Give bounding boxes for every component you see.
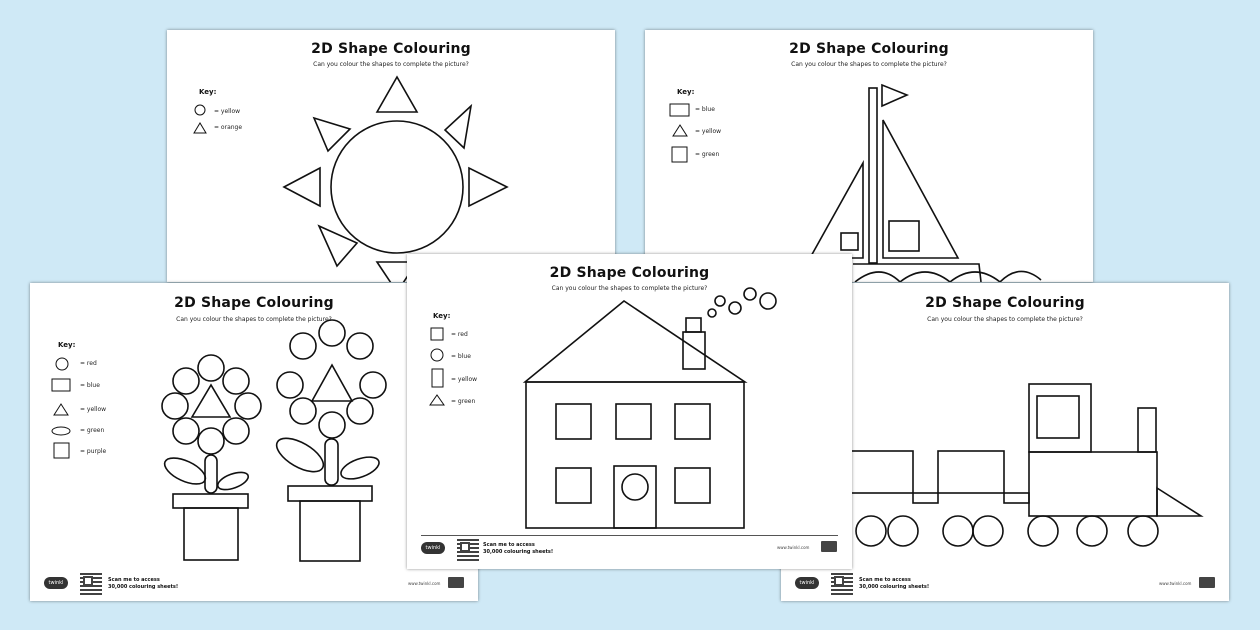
sheet-footer xyxy=(30,569,478,601)
scan-text-2: 30,000 colouring sheets! xyxy=(108,584,179,590)
train-connector xyxy=(1004,493,1029,503)
qr-code-icon xyxy=(457,539,479,561)
train-front xyxy=(1157,488,1201,516)
house-door-window xyxy=(622,474,648,500)
worksheet-boat xyxy=(645,30,1093,282)
key-label: = red xyxy=(80,360,97,367)
sun-ray xyxy=(377,77,417,112)
boat-window-large xyxy=(889,221,919,251)
worksheet-house xyxy=(407,254,852,569)
sheet-subtitle: Can you colour the shapes to complete the picture? xyxy=(176,316,332,323)
twinkl-logo: twinkl xyxy=(795,577,819,589)
scan-text-2: 30,000 colouring sheets! xyxy=(859,584,930,590)
boat-waves xyxy=(855,271,1041,282)
key-label: = red xyxy=(451,331,468,338)
key-label: = yellow xyxy=(695,128,722,135)
boat-flag xyxy=(882,85,907,106)
train-carriage xyxy=(851,451,913,493)
twinkl-logo: twinkl xyxy=(421,542,445,554)
twinkl-logo: twinkl xyxy=(44,577,68,589)
key-label: = yellow xyxy=(214,108,241,115)
boat-mast xyxy=(869,88,877,263)
key-heading: Key: xyxy=(433,312,451,320)
house-window xyxy=(675,468,710,503)
train-engine-body xyxy=(1029,452,1157,516)
boat-window-small xyxy=(841,233,858,250)
sun-ray xyxy=(319,226,357,266)
train-carriage xyxy=(938,451,1004,493)
sheet-title: 2D Shape Colouring xyxy=(789,41,949,57)
key-label: = blue xyxy=(80,382,100,389)
sheet-subtitle: Can you colour the shapes to complete the picture? xyxy=(791,61,947,68)
site-url: www.twinkl.com xyxy=(777,545,810,550)
badge-icon xyxy=(1199,577,1215,588)
sheet-title: 2D Shape Colouring xyxy=(549,265,710,281)
key-label: = blue xyxy=(695,106,715,113)
sun-ray xyxy=(469,168,507,206)
sheet-title: 2D Shape Colouring xyxy=(174,295,334,311)
house-window xyxy=(675,404,710,439)
sheet-subtitle: Can you colour the shapes to complete the picture? xyxy=(313,61,469,68)
boat-big-sail xyxy=(883,120,958,258)
site-url: www.twinkl.com xyxy=(1159,581,1192,586)
sheet-title: 2D Shape Colouring xyxy=(925,295,1085,311)
train-chimney xyxy=(1138,408,1156,452)
sheet-subtitle: Can you colour the shapes to complete the picture? xyxy=(927,316,1083,323)
scan-text-1: Scan me to access xyxy=(108,577,160,583)
house-window xyxy=(556,404,591,439)
key-label: = green xyxy=(80,427,105,434)
badge-icon xyxy=(448,577,464,588)
boat-picture xyxy=(645,30,1093,282)
train-window xyxy=(1037,396,1079,438)
house-chimney-top xyxy=(686,318,701,332)
scan-text-2: 30,000 colouring sheets! xyxy=(483,549,554,555)
house-door xyxy=(614,466,656,528)
sheet-title: 2D Shape Colouring xyxy=(311,41,471,57)
sheet-subtitle: Can you colour the shapes to complete the picture? xyxy=(551,285,708,292)
sun-circle xyxy=(331,121,463,253)
key-label: = yellow xyxy=(80,406,107,413)
scan-text-1: Scan me to access xyxy=(483,542,535,548)
house-window xyxy=(616,404,651,439)
scan-text-1: Scan me to access xyxy=(859,577,911,583)
qr-code-icon xyxy=(831,573,853,595)
key-label: = green xyxy=(695,151,720,158)
sheet-footer xyxy=(781,569,1229,601)
site-url: www.twinkl.com xyxy=(408,581,441,586)
house-chimney xyxy=(683,332,705,369)
key-label: = purple xyxy=(80,448,107,455)
key-heading: Key: xyxy=(199,88,217,96)
boat-small-sail xyxy=(810,163,863,258)
sun-picture xyxy=(167,30,615,282)
key-label: = yellow xyxy=(451,376,478,383)
key-heading: Key: xyxy=(58,341,76,349)
house-picture xyxy=(407,254,852,569)
train-engine-cab xyxy=(1029,384,1091,452)
key-label: = blue xyxy=(451,353,471,360)
sun-ray xyxy=(445,106,471,148)
house-roof xyxy=(525,301,745,382)
worksheet-sun xyxy=(167,30,615,282)
key-label: = orange xyxy=(214,124,243,131)
flower-left xyxy=(161,355,261,560)
house-window xyxy=(556,468,591,503)
flower-right xyxy=(271,320,386,561)
sun-ray xyxy=(284,168,320,206)
train-connector xyxy=(913,493,938,503)
footer-divider xyxy=(421,535,838,536)
key-heading: Key: xyxy=(677,88,695,96)
qr-code-icon xyxy=(80,573,102,595)
badge-icon xyxy=(821,541,837,552)
sheet-footer xyxy=(407,537,852,569)
key-label: = green xyxy=(451,398,476,405)
